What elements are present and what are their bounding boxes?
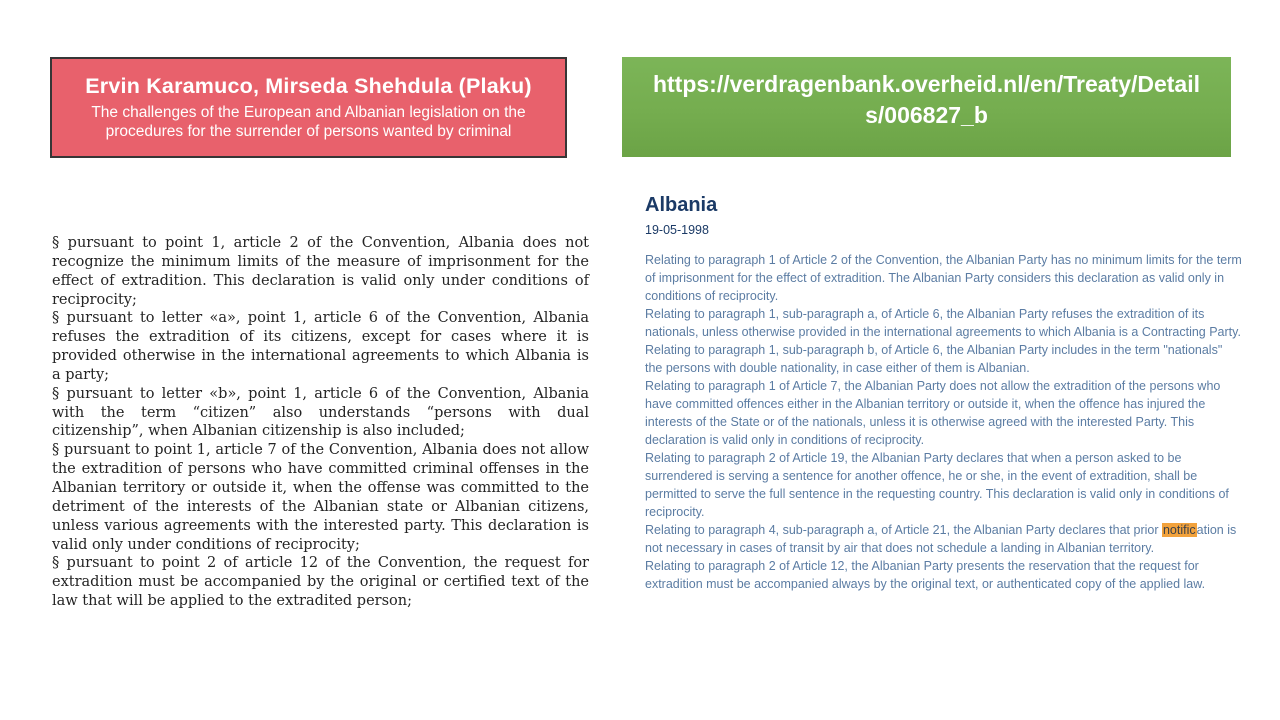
treaty-text-segment: Relating to paragraph 4, sub-paragraph a, of Article 21, the Albanian Party declares that prior	[645, 523, 1162, 537]
treaty-paragraphs	[645, 251, 1243, 593]
treaty-details-panel	[645, 193, 1243, 593]
author-title-box	[50, 57, 567, 158]
paper-title: The challenges of the European and Albanian legislation on the procedures for the surrender of persons wanted by criminal	[91, 103, 526, 141]
treaty-paragraph: Relating to paragraph 1, sub-paragraph b, of Article 6, the Albanian Party includes in the term "nationals" the persons with double nationality, in case either of them is Albanian.	[645, 343, 1223, 375]
treaty-paragraph-with-highlight	[645, 521, 1243, 557]
treaty-paragraph: Relating to paragraph 2 of Article 19, the Albanian Party declares that when a person asked to be surrendered is serving a sentence for another offence, he or she, in the event of extradition, shall be permitted to serve the full sentence in the requesting country. This declaration is valid only in conditions of reciprocity.	[645, 451, 1229, 519]
treaty-url-link[interactable]: https://verdragenbank.overheid.nl/en/Treaty/Details/006827_b	[622, 57, 1231, 157]
extradition-declarations-text	[52, 234, 589, 611]
author-names: Ervin Karamuco, Mirseda Shehdula (Plaku)	[85, 73, 532, 98]
declaration-paragraph: § pursuant to letter «b», point 1, article 6 of the Convention, Albania with the term “citizen” also understands “persons with dual citizenship”, when Albanian citizenship is also included;	[52, 385, 589, 440]
treaty-paragraph: Relating to paragraph 1, sub-paragraph a, of Article 6, the Albanian Party refuses the extradition of its nationals, unless otherwise provided in the international agreements to which Albania is a Contracting Party.	[645, 307, 1241, 339]
declaration-paragraph: § pursuant to point 1, article 2 of the Convention, Albania does not recognize the minimum limits of the measure of imprisonment for the effect of extradition. This declaration is valid only under conditions of reciprocity;	[52, 235, 589, 308]
treaty-paragraph: Relating to paragraph 1 of Article 2 of the Convention, the Albanian Party has no minimum limits for the term of imprisonment for the effect of extradition. The Albanian Party considers this declaration as valid only in conditions of reciprocity.	[645, 253, 1242, 303]
search-highlight: notific	[1162, 523, 1196, 537]
treaty-paragraph: Relating to paragraph 1 of Article 7, the Albanian Party does not allow the extradition of the persons who have committed offences either in the Albanian territory or outside it, when the offence has injured the interests of the State or of the nationals, unless it is otherwise agreed with the interested Party. This declaration is valid only in conditions of reciprocity.	[645, 379, 1221, 447]
treaty-paragraph: Relating to paragraph 2 of Article 12, the Albanian Party presents the reservation that the request for extradition must be accompanied always by the original text, or authenticated copy of the applied law.	[645, 559, 1206, 591]
declaration-paragraph: § pursuant to point 1, article 7 of the Convention, Albania does not allow the extradition of persons who have committed criminal offenses in the Albanian territory or outside it, when the offense was committed to the detriment of the interests of the Albanian state or Albanian citizens, unless various agreements with the interested party. This declaration is valid only under conditions of reciprocity;	[52, 442, 589, 553]
treaty-date: 19-05-1998	[645, 223, 709, 237]
treaty-text-segment: ation is not necessary in cases of transit by air that does not schedule a landing in Albanian territory.	[645, 523, 1237, 555]
declaration-paragraph: § pursuant to letter «a», point 1, article 6 of the Convention, Albania refuses the extradition of its citizens, except for cases where it is provided otherwise in the international agreements to which Albania is a party;	[52, 310, 589, 383]
country-heading: Albania	[645, 194, 718, 216]
declaration-paragraph: § pursuant to point 2 of article 12 of the Convention, the request for extradition must be accompanied by the original or certified text of the law that will be applied to the extradited person;	[52, 555, 589, 610]
